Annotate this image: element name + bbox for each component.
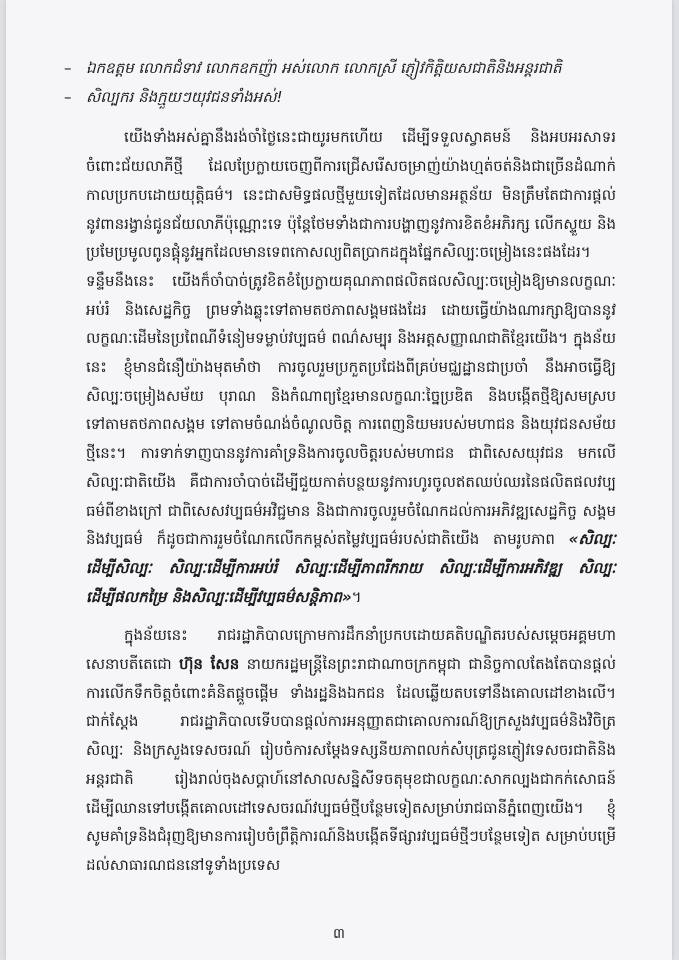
document-page (6, 0, 672, 960)
paragraph-1-end: ។ (351, 587, 362, 606)
document-body (64, 54, 616, 880)
salutation-text-1: ឯកឧត្តម លោកជំទាវ លោកឧកញ៉ា អស់លោក លោកស្រី ភ្ញៀវកិត្តិយសជាតិនិងអន្តរជាតិ (86, 59, 562, 77)
motto-quote: «សិល្បៈដើម្បីសិល្បៈ សិល្បៈដើម្បីការអប់រំ សិល្បៈដើម្បីភាពរីករាយ សិល្បៈដើម្បីការអភិវឌ្ឍ សិល្បៈដើម្បីផលកម្រៃ និងសិល្បៈដើម្បីវប្បធម៌សន្តិភាព» (86, 530, 616, 606)
paragraph-2 (86, 621, 616, 879)
salutation-line-2 (64, 83, 616, 112)
paragraph-1 (86, 123, 616, 611)
paragraph-2-rest: នាយករដ្ឋមន្ត្រីនៃព្រះរាជាណាចក្រកម្ពុជា ជានិច្ចកាលតែងតែបានផ្តល់ការលើកទឹកចិត្តចំពោះគំនិតផ្តួចផ្តើម ទាំងរដ្ឋនិងឯកជន ដែលឆ្លើយតបទៅនឹងគោលដៅខាងលើ។ ជាក់ស្តែង រាជរដ្ឋាភិបាលទើបបានផ្តល់ការអនុញ្ញាតជាគោលការណ៍ឱ្យក្រសួងវប្បធម៌និងវិចិត្រសិល្បៈ និងក្រសួងទេសចរណ៍ រៀបចំការសម្តែងទស្សនីយភាពលក់សំបុត្រជូនភ្ញៀវទេសចរជាតិនិងអន្តរជាតិ រៀងរាល់ចុងសប្តាហ៍នៅសាលសន្និសីទចតុមុខជាលក្ខណៈសាកល្បងជាកក់សោធន៍ ដើម្បីឈានទៅបង្កើតគោលដៅទេសចរណ៍វប្បធម៌ថ្មីបន្ថែមទៀតសម្រាប់រាជធានីភ្នំពេញយើង។ ខ្ញុំសូមគាំទ្រនិងជំរុញឱ្យមានការរៀបចំព្រឹត្តិការណ៍និងបង្កើតទីផ្សារវប្បធម៌ថ្មីៗបន្ថែមទៀត សម្រាប់បម្រើដល់សាធារណជននៅទូទាំងប្រទេស (86, 655, 616, 874)
person-name: ហ៊ុន សែន (179, 655, 240, 674)
dash-bullet: – (64, 59, 72, 77)
salutation (64, 54, 616, 111)
paragraph-2-start: ក្នុងន័យនេះ រាជរដ្ឋាភិបាលក្រោមការដឹកនាំប្រកបដោយគតិបណ្ឌិតរបស់សម្តេចអគ្គមហាសេនាបតីតេជោ (86, 626, 616, 674)
salutation-text-2: សិល្បករ និងក្មួយៗយុវជនទាំងអស់! (86, 87, 283, 106)
page-number: ៣ (333, 926, 345, 942)
salutation-line-1 (64, 54, 616, 83)
paragraph-1-text: យើងទាំងអស់គ្នានឹងរង់ចាំថ្ងៃនេះជាយូរមកហើយ ដើម្បីទទួលស្វាគមន៍ និងអបអរសាទរចំពោះជ័យលាភីថ្មី ដែលប្រែក្លាយចេញពីការជ្រើសរើសចម្រាញ់យ៉ាងហ្មត់ចត់និងជាច្រើនដំណាក់កាលប្រកបដោយយុត្តិធម៌។ នេះជាសមិទ្ធផលថ្មីមួយទៀតដែលមានអត្ថន័យ មិនត្រឹមតែជាការផ្តល់នូវពានរង្វាន់ជូនជ័យលាភីប៉ុណ្ណោះទេ ប៉ុន្តែថែមទាំងជាការបង្ហាញនូវការខិតខំអភិរក្ស លើកស្ទួយ និងប្រមែប្រមូលពូនផ្តុំនូវអ្នកដែលមានទេពកោសល្យពិតប្រាកដក្នុងផ្នែកសិល្បៈចម្រៀងនេះផងដែរ។ ទន្ទឹមនឹងនេះ យើងក៏ចាំបាច់ត្រូវខិតខំប្រែក្លាយគុណភាពផលិតផលសិល្បៈចម្រៀងឱ្យមានលក្ខណៈអប់រំ និងសេដ្ឋកិច្ច ព្រមទាំងឆ្លុះទៅតាមតថភាពសង្គមផងដែរ ដោយធ្វើយ៉ាងណារក្សាឱ្យបាននូវលក្ខណៈដើមនៃប្រពៃណីទំនៀមទម្លាប់វប្បធម៌ ពណ៌សម្បុរ និងអត្តសញ្ញាណជាតិខ្មែរយើង។ ក្នុងន័យនេះ ខ្ញុំមានជំនឿយ៉ាងមុតមាំថា ការចូលរួមប្រកួតប្រជែងពីគ្រប់មជ្ឈដ្ឋានជាប្រចាំ នឹងអាចធ្វើឱ្យសិល្បៈចម្រៀងសម័យ បុរាណ និងកំណាព្យខ្មែរមានលក្ខណៈច្នៃប្រឌិត និងបង្កើតថ្មីឱ្យសមស្របទៅតាមតថភាពសង្គម ទៅតាមចំណង់ចំណូលចិត្ត ការពេញនិយមរបស់មហាជន និងយុវជនសម័យថ្មីនេះ។ ការទាក់ទាញបាននូវការគាំទ្រនិងការចូលចិត្តរបស់មហាជន ជាពិសេសយុវជន មកលើសិល្បៈជាតិយើង គឺជាការចាំបាច់ដើម្បីជួយកាត់បន្ថយនូវការហូរចូលឥតឈប់ឈរនៃផលិតផលវប្បធម៌ពីខាងក្រៅ ជាពិសេសវប្បធម៌អវិជ្ជមាន និងជាការចូលរួមចំណែកដល់ការអភិវឌ្ឍសេដ្ឋកិច្ច សង្គម និងវប្បធម៌ ក៏ដូចជាការរួមចំណែកលើកកម្ពស់តម្លៃវប្បធម៌របស់ជាតិយើង តាមរូបភាព (86, 128, 616, 549)
dash-bullet: – (64, 87, 72, 106)
